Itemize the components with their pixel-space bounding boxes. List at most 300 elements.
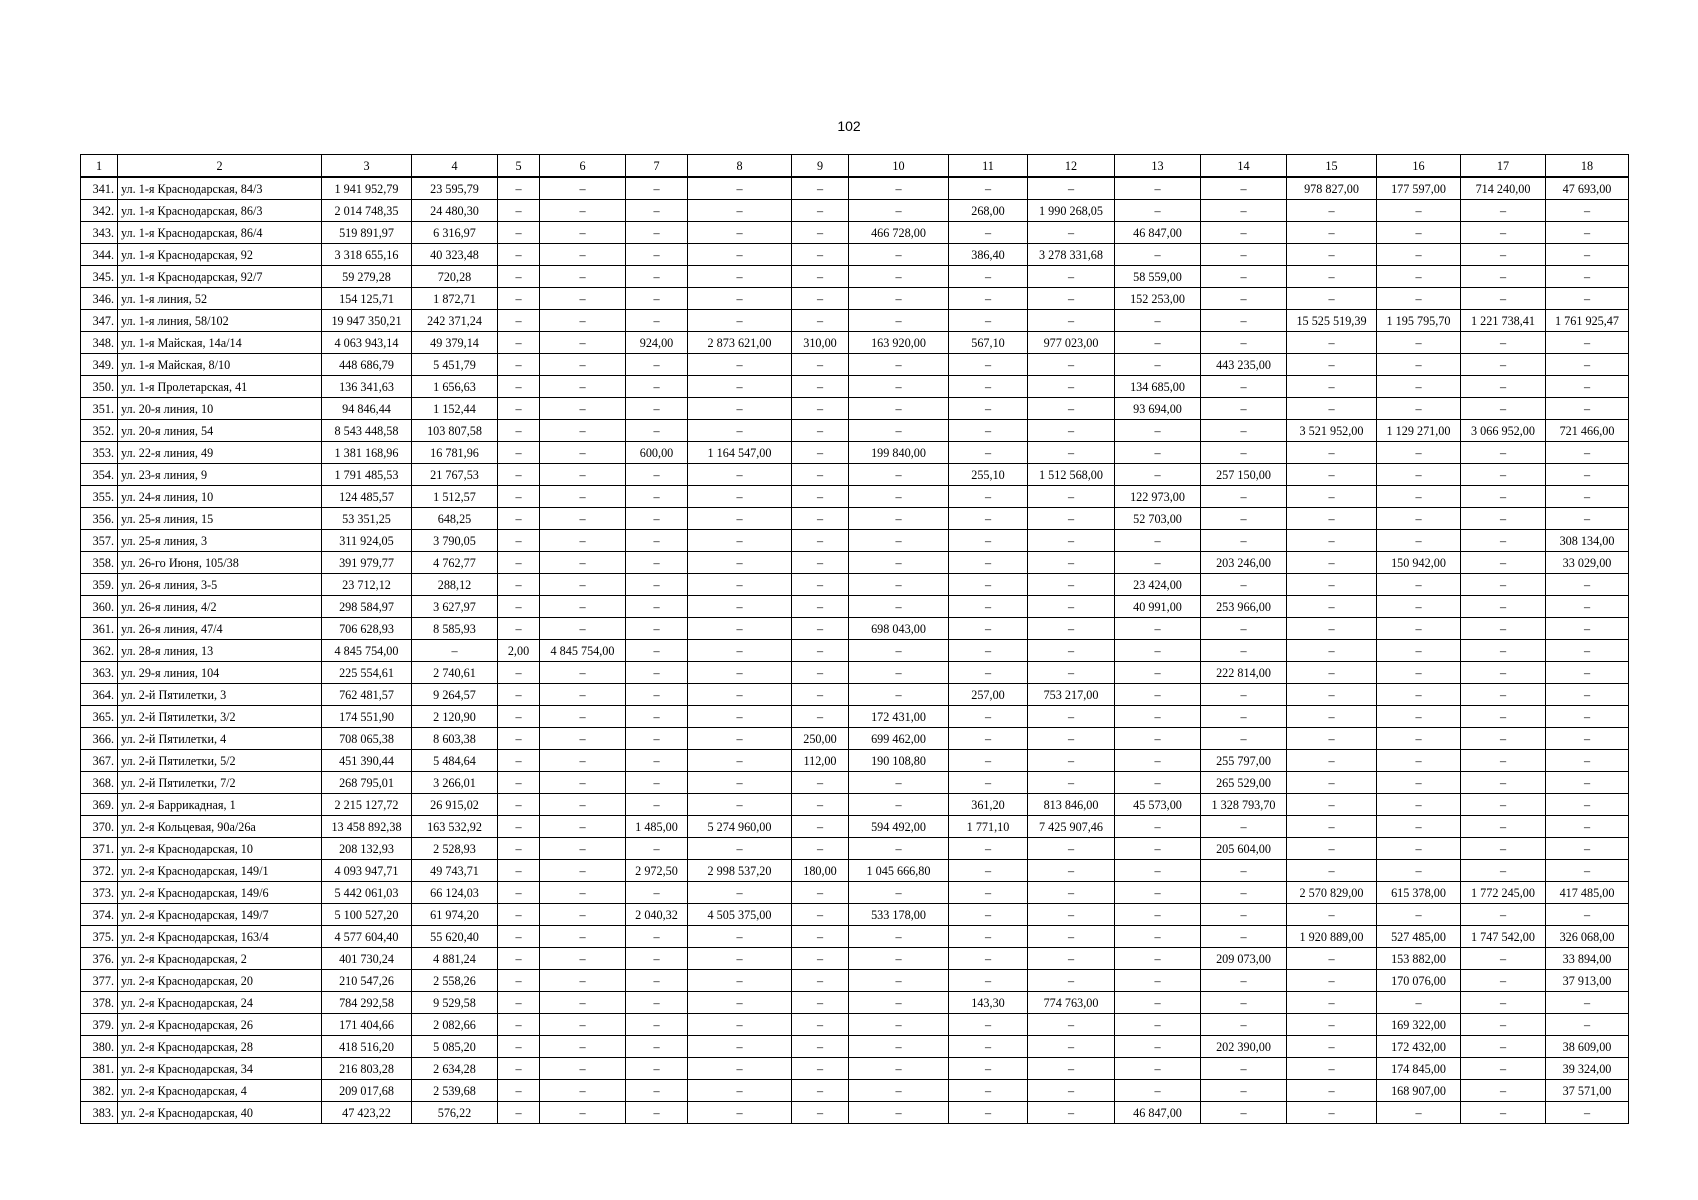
- amount-cell: –: [1546, 794, 1629, 816]
- amount-cell: –: [540, 1058, 626, 1080]
- column-header: 5: [498, 155, 540, 178]
- table-row: [81, 310, 1629, 332]
- amount-cell: –: [540, 838, 626, 860]
- amount-cell: 2 558,26: [412, 970, 498, 992]
- amount-cell: –: [1287, 244, 1377, 266]
- table-row: [81, 552, 1629, 574]
- amount-cell: 466 728,00: [849, 222, 949, 244]
- amount-cell: –: [1287, 1080, 1377, 1102]
- amount-cell: –: [688, 596, 792, 618]
- amount-cell: –: [1377, 706, 1461, 728]
- amount-cell: –: [792, 530, 849, 552]
- amount-cell: 714 240,00: [1461, 177, 1546, 200]
- amount-cell: –: [949, 266, 1028, 288]
- amount-cell: –: [1287, 552, 1377, 574]
- amount-cell: –: [1461, 530, 1546, 552]
- amount-cell: –: [626, 772, 688, 794]
- amount-cell: –: [688, 464, 792, 486]
- amount-cell: –: [498, 596, 540, 618]
- amount-cell: –: [626, 222, 688, 244]
- amount-cell: –: [1201, 574, 1287, 596]
- amount-cell: –: [949, 860, 1028, 882]
- amount-cell: –: [626, 1080, 688, 1102]
- amount-cell: –: [1201, 420, 1287, 442]
- amount-cell: –: [1028, 376, 1115, 398]
- amount-cell: –: [1287, 508, 1377, 530]
- amount-cell: –: [1201, 530, 1287, 552]
- amount-cell: –: [1546, 640, 1629, 662]
- amount-cell: –: [1287, 640, 1377, 662]
- amount-cell: –: [849, 948, 949, 970]
- amount-cell: –: [792, 816, 849, 838]
- amount-cell: –: [1028, 618, 1115, 640]
- amount-cell: 2 634,28: [412, 1058, 498, 1080]
- column-header: 12: [1028, 155, 1115, 178]
- amount-cell: –: [949, 420, 1028, 442]
- amount-cell: –: [1028, 398, 1115, 420]
- amount-cell: –: [540, 177, 626, 200]
- amount-cell: 47 423,22: [322, 1102, 412, 1124]
- amount-cell: 308 134,00: [1546, 530, 1629, 552]
- amount-cell: –: [1546, 464, 1629, 486]
- amount-cell: –: [688, 882, 792, 904]
- amount-cell: 594 492,00: [849, 816, 949, 838]
- address-cell: ул. 1-я Майская, 14а/14: [118, 332, 322, 354]
- row-number-cell: 381.: [81, 1058, 118, 1080]
- amount-cell: –: [1461, 1036, 1546, 1058]
- amount-cell: –: [1028, 222, 1115, 244]
- amount-cell: –: [626, 1058, 688, 1080]
- amount-cell: –: [1461, 992, 1546, 1014]
- amount-cell: –: [1201, 332, 1287, 354]
- amount-cell: –: [1546, 222, 1629, 244]
- amount-cell: 1 152,44: [412, 398, 498, 420]
- amount-cell: 205 604,00: [1201, 838, 1287, 860]
- column-header: 3: [322, 155, 412, 178]
- amount-cell: –: [498, 200, 540, 222]
- amount-cell: –: [626, 728, 688, 750]
- amount-cell: 66 124,03: [412, 882, 498, 904]
- amount-cell: –: [1028, 948, 1115, 970]
- amount-cell: –: [688, 640, 792, 662]
- amount-cell: 1 512,57: [412, 486, 498, 508]
- amount-cell: –: [540, 596, 626, 618]
- amount-cell: –: [1201, 1080, 1287, 1102]
- amount-cell: –: [1461, 684, 1546, 706]
- amount-cell: –: [1377, 904, 1461, 926]
- amount-cell: –: [1377, 662, 1461, 684]
- amount-cell: –: [1115, 1058, 1201, 1080]
- address-cell: ул. 26-я линия, 47/4: [118, 618, 322, 640]
- amount-cell: –: [498, 574, 540, 596]
- amount-cell: –: [1201, 970, 1287, 992]
- amount-cell: –: [688, 288, 792, 310]
- amount-cell: 255 797,00: [1201, 750, 1287, 772]
- amount-cell: –: [498, 420, 540, 442]
- table-row: [81, 464, 1629, 486]
- amount-cell: –: [1546, 288, 1629, 310]
- amount-cell: –: [1201, 177, 1287, 200]
- amount-cell: –: [540, 816, 626, 838]
- amount-cell: –: [688, 222, 792, 244]
- amount-cell: –: [1115, 706, 1201, 728]
- amount-cell: –: [849, 1036, 949, 1058]
- amount-cell: –: [949, 750, 1028, 772]
- amount-cell: –: [688, 574, 792, 596]
- amount-cell: –: [1028, 530, 1115, 552]
- column-header: 13: [1115, 155, 1201, 178]
- amount-cell: –: [1461, 266, 1546, 288]
- row-number-cell: 377.: [81, 970, 118, 992]
- amount-cell: –: [1028, 1080, 1115, 1102]
- amount-cell: 3 318 655,16: [322, 244, 412, 266]
- header-row: [81, 155, 1629, 178]
- amount-cell: –: [1115, 882, 1201, 904]
- amount-cell: –: [792, 1080, 849, 1102]
- row-number-cell: 380.: [81, 1036, 118, 1058]
- amount-cell: –: [949, 838, 1028, 860]
- amount-cell: –: [498, 177, 540, 200]
- amount-cell: 5 442 061,03: [322, 882, 412, 904]
- amount-cell: –: [1287, 706, 1377, 728]
- amount-cell: –: [849, 1014, 949, 1036]
- amount-cell: –: [540, 288, 626, 310]
- amount-cell: –: [1287, 948, 1377, 970]
- amount-cell: –: [1546, 904, 1629, 926]
- amount-cell: –: [1461, 794, 1546, 816]
- amount-cell: –: [498, 244, 540, 266]
- amount-cell: –: [792, 354, 849, 376]
- amount-cell: –: [626, 177, 688, 200]
- amount-cell: –: [412, 640, 498, 662]
- amount-cell: 153 882,00: [1377, 948, 1461, 970]
- amount-cell: –: [949, 662, 1028, 684]
- table-row: [81, 1080, 1629, 1102]
- amount-cell: –: [1201, 618, 1287, 640]
- amount-cell: 208 132,93: [322, 838, 412, 860]
- amount-cell: 615 378,00: [1377, 882, 1461, 904]
- amount-cell: –: [1115, 772, 1201, 794]
- row-number-cell: 378.: [81, 992, 118, 1014]
- amount-cell: 762 481,57: [322, 684, 412, 706]
- amount-cell: –: [626, 662, 688, 684]
- amount-cell: 576,22: [412, 1102, 498, 1124]
- column-header: 7: [626, 155, 688, 178]
- address-cell: ул. 2-й Пятилетки, 7/2: [118, 772, 322, 794]
- amount-cell: –: [792, 266, 849, 288]
- amount-cell: –: [1201, 816, 1287, 838]
- amount-cell: –: [1287, 860, 1377, 882]
- amount-cell: 753 217,00: [1028, 684, 1115, 706]
- amount-cell: –: [1201, 1014, 1287, 1036]
- amount-cell: 386,40: [949, 244, 1028, 266]
- column-header: 16: [1377, 155, 1461, 178]
- amount-cell: –: [1546, 750, 1629, 772]
- amount-cell: –: [626, 1102, 688, 1124]
- amount-cell: –: [1461, 508, 1546, 530]
- amount-cell: 977 023,00: [1028, 332, 1115, 354]
- row-number-cell: 355.: [81, 486, 118, 508]
- amount-cell: –: [1201, 288, 1287, 310]
- amount-cell: 298 584,97: [322, 596, 412, 618]
- amount-cell: –: [540, 1014, 626, 1036]
- table-row: [81, 398, 1629, 420]
- address-cell: ул. 2-я Краснодарская, 40: [118, 1102, 322, 1124]
- amount-cell: –: [1287, 618, 1377, 640]
- amount-cell: –: [1461, 596, 1546, 618]
- amount-cell: –: [1201, 1058, 1287, 1080]
- amount-cell: –: [849, 420, 949, 442]
- amount-cell: 6 316,97: [412, 222, 498, 244]
- table-row: [81, 288, 1629, 310]
- amount-cell: 448 686,79: [322, 354, 412, 376]
- amount-cell: –: [1461, 486, 1546, 508]
- row-number-cell: 366.: [81, 728, 118, 750]
- row-number-cell: 358.: [81, 552, 118, 574]
- amount-cell: 5 274 960,00: [688, 816, 792, 838]
- amount-cell: 168 907,00: [1377, 1080, 1461, 1102]
- amount-cell: 1 990 268,05: [1028, 200, 1115, 222]
- amount-cell: –: [688, 310, 792, 332]
- amount-cell: –: [498, 992, 540, 1014]
- amount-cell: –: [949, 1058, 1028, 1080]
- amount-cell: –: [1028, 442, 1115, 464]
- amount-cell: 567,10: [949, 332, 1028, 354]
- amount-cell: –: [1546, 266, 1629, 288]
- row-number-cell: 353.: [81, 442, 118, 464]
- amount-cell: 3 266,01: [412, 772, 498, 794]
- amount-cell: 152 253,00: [1115, 288, 1201, 310]
- amount-cell: –: [540, 662, 626, 684]
- amount-cell: –: [498, 1058, 540, 1080]
- amount-cell: –: [540, 464, 626, 486]
- amount-cell: –: [949, 596, 1028, 618]
- column-header: 2: [118, 155, 322, 178]
- amount-cell: 1 920 889,00: [1287, 926, 1377, 948]
- amount-cell: –: [849, 486, 949, 508]
- table-row: [81, 772, 1629, 794]
- amount-cell: –: [1028, 177, 1115, 200]
- amount-cell: –: [498, 376, 540, 398]
- amount-cell: –: [688, 354, 792, 376]
- amount-cell: 59 279,28: [322, 266, 412, 288]
- table-row: [81, 332, 1629, 354]
- amount-cell: 2 972,50: [626, 860, 688, 882]
- amount-cell: –: [1287, 772, 1377, 794]
- amount-cell: 401 730,24: [322, 948, 412, 970]
- amount-cell: –: [1115, 816, 1201, 838]
- amount-cell: –: [949, 310, 1028, 332]
- row-number-cell: 349.: [81, 354, 118, 376]
- amount-cell: –: [688, 1058, 792, 1080]
- amount-cell: –: [792, 464, 849, 486]
- table-row: [81, 838, 1629, 860]
- table-row: [81, 750, 1629, 772]
- amount-cell: –: [626, 882, 688, 904]
- amount-cell: –: [1028, 728, 1115, 750]
- amount-cell: 150 942,00: [1377, 552, 1461, 574]
- amount-cell: –: [1546, 772, 1629, 794]
- amount-cell: –: [1115, 332, 1201, 354]
- amount-cell: –: [1461, 464, 1546, 486]
- table-row: [81, 706, 1629, 728]
- amount-cell: 222 814,00: [1201, 662, 1287, 684]
- amount-cell: –: [1461, 772, 1546, 794]
- amount-cell: –: [1287, 464, 1377, 486]
- amount-cell: –: [1461, 618, 1546, 640]
- amount-cell: –: [792, 926, 849, 948]
- amount-cell: 47 693,00: [1546, 177, 1629, 200]
- amount-cell: 24 480,30: [412, 200, 498, 222]
- table-row: [81, 530, 1629, 552]
- address-cell: ул. 2-я Краснодарская, 20: [118, 970, 322, 992]
- amount-cell: –: [1546, 618, 1629, 640]
- amount-cell: –: [626, 574, 688, 596]
- amount-cell: –: [1461, 860, 1546, 882]
- amount-cell: –: [688, 618, 792, 640]
- amount-cell: –: [1546, 398, 1629, 420]
- row-number-cell: 374.: [81, 904, 118, 926]
- amount-cell: –: [1287, 574, 1377, 596]
- amount-cell: –: [1201, 244, 1287, 266]
- row-number-cell: 347.: [81, 310, 118, 332]
- amount-cell: –: [540, 200, 626, 222]
- amount-cell: –: [1546, 442, 1629, 464]
- amount-cell: –: [849, 794, 949, 816]
- amount-cell: –: [1546, 200, 1629, 222]
- address-cell: ул. 29-я линия, 104: [118, 662, 322, 684]
- amount-cell: –: [949, 1080, 1028, 1102]
- amount-cell: –: [626, 1036, 688, 1058]
- amount-cell: –: [792, 200, 849, 222]
- amount-cell: 199 840,00: [849, 442, 949, 464]
- amount-cell: –: [1287, 1014, 1377, 1036]
- amount-cell: –: [626, 508, 688, 530]
- amount-cell: –: [498, 750, 540, 772]
- amount-cell: –: [792, 288, 849, 310]
- amount-cell: 533 178,00: [849, 904, 949, 926]
- amount-cell: –: [626, 376, 688, 398]
- amount-cell: –: [1201, 398, 1287, 420]
- amount-cell: –: [688, 266, 792, 288]
- amount-cell: 5 451,79: [412, 354, 498, 376]
- amount-cell: –: [1377, 508, 1461, 530]
- amount-cell: –: [498, 970, 540, 992]
- amount-cell: –: [626, 398, 688, 420]
- address-cell: ул. 2-я Баррикадная, 1: [118, 794, 322, 816]
- amount-cell: 2 740,61: [412, 662, 498, 684]
- amount-cell: –: [949, 508, 1028, 530]
- amount-cell: –: [1028, 266, 1115, 288]
- amount-cell: –: [1201, 222, 1287, 244]
- amount-cell: –: [540, 552, 626, 574]
- table-row: [81, 1036, 1629, 1058]
- amount-cell: –: [1287, 288, 1377, 310]
- amount-cell: –: [1115, 904, 1201, 926]
- amount-cell: 163 920,00: [849, 332, 949, 354]
- amount-cell: –: [1287, 222, 1377, 244]
- amount-cell: –: [849, 684, 949, 706]
- amount-cell: –: [1287, 794, 1377, 816]
- amount-cell: –: [949, 904, 1028, 926]
- amount-cell: –: [626, 618, 688, 640]
- amount-cell: 172 432,00: [1377, 1036, 1461, 1058]
- amount-cell: –: [1115, 838, 1201, 860]
- amount-cell: –: [792, 376, 849, 398]
- amount-cell: –: [688, 376, 792, 398]
- amount-cell: –: [1115, 970, 1201, 992]
- amount-cell: –: [792, 794, 849, 816]
- amount-cell: 391 979,77: [322, 552, 412, 574]
- amount-cell: 1 328 793,70: [1201, 794, 1287, 816]
- amount-cell: –: [792, 222, 849, 244]
- amount-cell: –: [949, 948, 1028, 970]
- address-cell: ул. 2-я Краснодарская, 4: [118, 1080, 322, 1102]
- row-number-cell: 383.: [81, 1102, 118, 1124]
- amount-cell: –: [688, 794, 792, 816]
- amount-cell: –: [1028, 1036, 1115, 1058]
- amount-cell: –: [1028, 486, 1115, 508]
- amount-cell: –: [1287, 904, 1377, 926]
- amount-cell: 2 040,32: [626, 904, 688, 926]
- amount-cell: 1 195 795,70: [1377, 310, 1461, 332]
- amount-cell: –: [1028, 596, 1115, 618]
- amount-cell: 170 076,00: [1377, 970, 1461, 992]
- row-number-cell: 379.: [81, 1014, 118, 1036]
- amount-cell: 4 762,77: [412, 552, 498, 574]
- amount-cell: –: [849, 1058, 949, 1080]
- amount-cell: 190 108,80: [849, 750, 949, 772]
- amount-cell: 527 485,00: [1377, 926, 1461, 948]
- amount-cell: –: [498, 1014, 540, 1036]
- column-header: 6: [540, 155, 626, 178]
- amount-cell: –: [1546, 860, 1629, 882]
- amount-cell: –: [1287, 816, 1377, 838]
- table-row: [81, 442, 1629, 464]
- amount-cell: –: [1287, 530, 1377, 552]
- amount-cell: –: [540, 1036, 626, 1058]
- amount-cell: 451 390,44: [322, 750, 412, 772]
- amount-cell: –: [1461, 442, 1546, 464]
- address-cell: ул. 24-я линия, 10: [118, 486, 322, 508]
- amount-cell: –: [1115, 442, 1201, 464]
- amount-cell: –: [1546, 706, 1629, 728]
- amount-cell: 288,12: [412, 574, 498, 596]
- amount-cell: –: [1377, 574, 1461, 596]
- address-cell: ул. 1-я Краснодарская, 86/4: [118, 222, 322, 244]
- row-number-cell: 361.: [81, 618, 118, 640]
- amount-cell: –: [1461, 200, 1546, 222]
- amount-cell: –: [849, 288, 949, 310]
- amount-cell: –: [540, 266, 626, 288]
- amount-cell: –: [1461, 816, 1546, 838]
- amount-cell: –: [949, 530, 1028, 552]
- table-row: [81, 904, 1629, 926]
- amount-cell: –: [1546, 244, 1629, 266]
- amount-cell: –: [540, 706, 626, 728]
- amount-cell: –: [1377, 266, 1461, 288]
- amount-cell: 103 807,58: [412, 420, 498, 442]
- amount-cell: –: [688, 926, 792, 948]
- amount-cell: –: [498, 904, 540, 926]
- column-header: 1: [81, 155, 118, 178]
- amount-cell: –: [498, 794, 540, 816]
- table-row: [81, 794, 1629, 816]
- amount-cell: –: [1461, 552, 1546, 574]
- amount-cell: –: [498, 948, 540, 970]
- amount-cell: –: [540, 882, 626, 904]
- amount-cell: 2 082,66: [412, 1014, 498, 1036]
